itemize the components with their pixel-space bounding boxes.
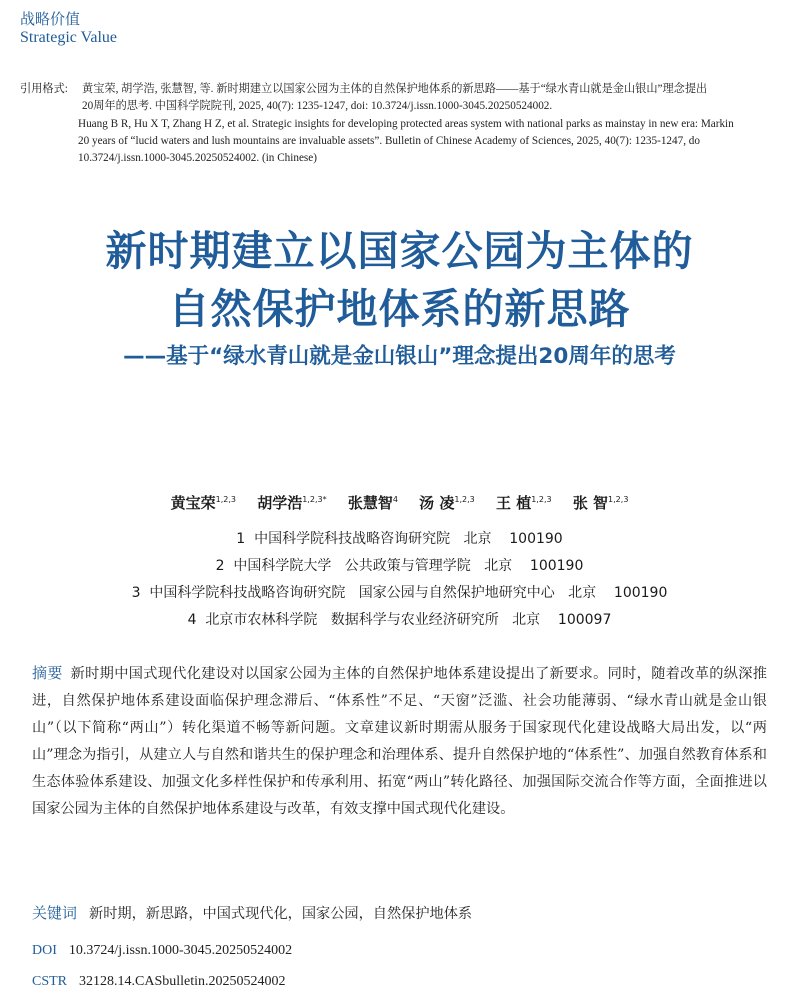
- author: 张慧智$^4$: [347, 494, 398, 512]
- affiliation-2: 2 中国科学院大学 公共政策与管理学院 北京 100190: [215, 558, 584, 574]
- cstr: [32, 974, 286, 990]
- doi: [32, 943, 292, 959]
- cstr-value: 32128.14.CASbulletin.20250524002: [79, 974, 286, 989]
- paper-subtitle: ——基于“绿水青山就是金山银山”理念提出20周年的思考: [123, 344, 676, 369]
- paper-title-line2: 自然保护地体系的新思路: [168, 285, 631, 333]
- citation-cn: [82, 81, 799, 115]
- citation-label: 引用格式:: [20, 83, 68, 95]
- citation-en-line1: Huang B R, Hu X T, Zhang H Z, et al. Strategic insights for developing protected areas system with national parks as mainstay in new era: Markin: [78, 118, 734, 130]
- abstract: [32, 660, 767, 824]
- keywords-label: 关键词: [32, 904, 78, 922]
- author: 汤 凌$^{1,2,3}$: [419, 494, 475, 512]
- paper-title-line1: 新时期建立以国家公园为主体的: [105, 227, 694, 275]
- keywords-text: 新时期，新思路，中国式现代化，国家公园，自然保护地体系: [89, 906, 473, 922]
- affiliation-1: 1 中国科学院科技战略咨询研究院 北京 100190: [236, 531, 563, 547]
- citation-en-line2: 20 years of “lucid waters and lush mountains are invaluable assets”. Bulletin of Chinese Academy of Sciences, 2025, 40(7): 1235-1247, do: [78, 135, 700, 147]
- author: 胡学浩$^{1,2,3*}$: [257, 494, 327, 512]
- abstract-label: 摘要: [32, 664, 63, 682]
- doi-label: DOI: [32, 943, 57, 958]
- abstract-text: 新时期中国式现代化建设对以国家公园为主体的自然保护地体系建设提出了新要求。同时，随着改革的纵深推进，自然保护地体系建设面临保护理念滞后、“体系性”不足、“天窗”泛滥、社会功能薄弱、“绿水青山就是金山银山”（以下简称“两山”）转化渠道不畅等新问题。文章建议新时期需从服务于国家现代化建设战略大局出发，以“两山”理念为指引，从建立人与自然和谐共生的保护理念和治理体系、提升自然保护地的“体系性”、加强自然教育体系和生态体验体系建设、加强文化多样性保护和传承利用、拓宽“两山”转化路径、加强国际交流合作等方面，全面推进以国家公园为主体的自然保护地体系建设与改革，有效支撑中国式现代化建设。: [32, 666, 767, 818]
- affiliation-3: 3 中国科学院科技战略咨询研究院 国家公园与自然保护地研究中心 北京 100190: [131, 585, 668, 601]
- keywords: [32, 902, 472, 923]
- doi-value: 10.3724/j.issn.1000-3045.20250524002: [68, 943, 293, 958]
- citation-en: [78, 116, 799, 167]
- citation-en-line3: 10.3724/j.issn.1000-3045.20250524002. (in Chinese): [78, 152, 317, 164]
- cstr-label: CSTR: [32, 974, 68, 989]
- citation-cn-line1: 黄宝荣, 胡学浩, 张慧智, 等. 新时期建立以国家公园为主体的自然保护地体系的新思路——基于“绿水青山就是金山银山”理念提出: [82, 83, 708, 95]
- author: 王 植$^{1,2,3}$: [495, 494, 552, 512]
- author: 黄宝荣$^{1,2,3}$: [170, 494, 236, 512]
- section-title-cn: 战略价值: [20, 10, 81, 28]
- author-list: [0, 492, 799, 513]
- affiliation-4: 4 北京市农林科学院 数据科学与农业经济研究所 北京 100097: [187, 612, 612, 628]
- author: 张 智$^{1,2,3}$: [572, 494, 629, 512]
- citation-cn-line2: 20周年的思考. 中国科学院院刊, 2025, 40(7): 1235-1247, doi: 10.3724/j.issn.1000-3045.20250524002.: [82, 100, 553, 112]
- section-title-en: Strategic Value: [20, 29, 118, 46]
